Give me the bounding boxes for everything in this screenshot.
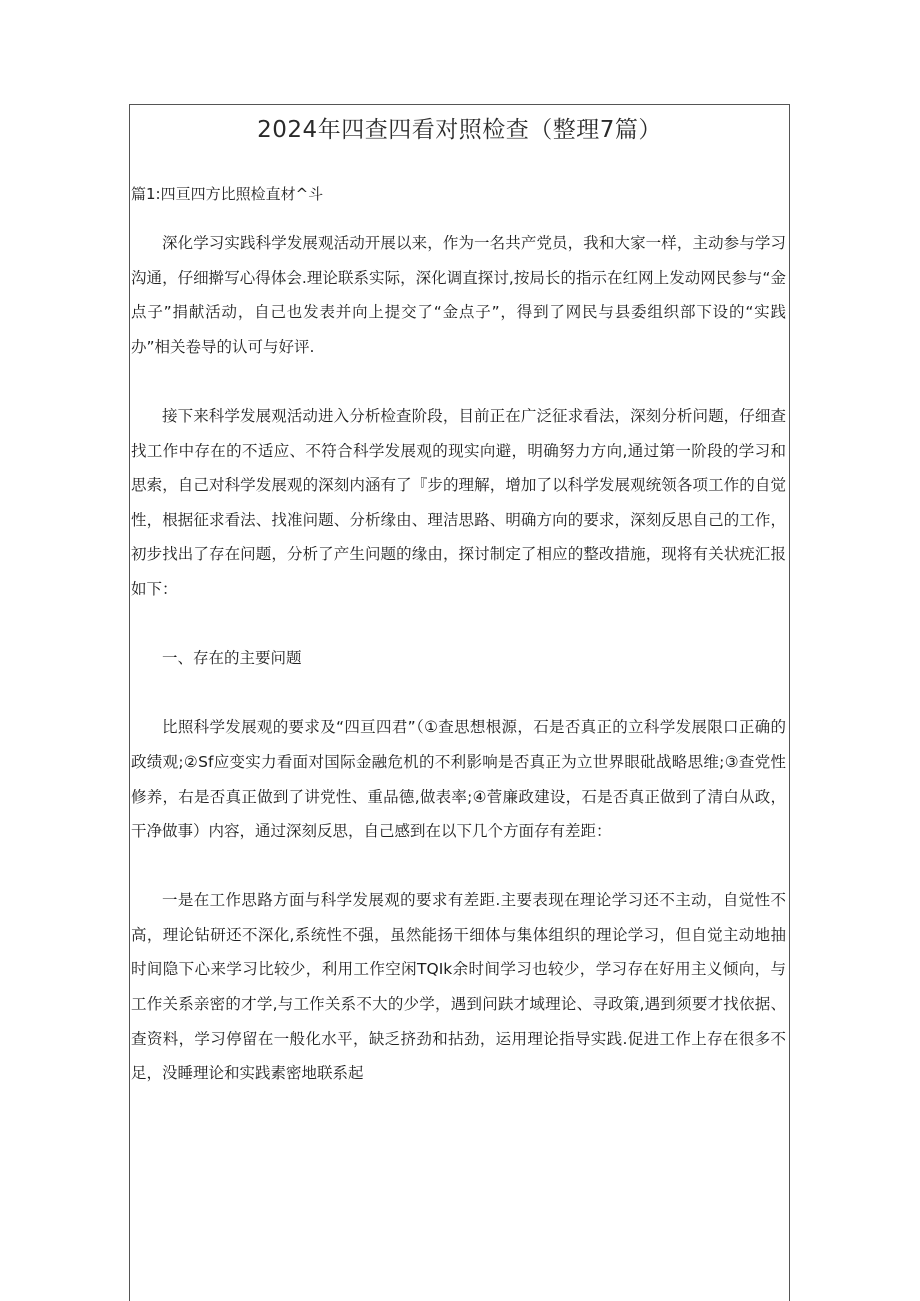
paragraph-four-checks: 比照科学发展观的要求及“四亘四君”（①查思想根源，石是否真正的立科学发展限口正确的政绩观;②Sf应变实力看面对国际金融危机的不利影响是否真正为立世界眼砒战略思维;③查党性修养，右是否真正做到了讲党性、重品德,做表率;④菅廉政建设，石是否真正做到了清白从政，干净做事）内容，通过深刻反思，自己感到在以下几个方面存有差距： (131, 718, 786, 841)
section-heading: 篇1:四亘四方比照检直材^斗 (131, 185, 324, 203)
document-body (131, 226, 786, 1125)
paragraph-analysis-stage: 接下来科学发展观活动进入分析检查阶段，目前正在广泛征求看法，深刻分析问题，仔细查找工作中存在的不适应、不符合科学发展观的现实向避，明确努力方向,通过第一阶段的学习和思索，自己对科学发展观的深刻内涵有了『步的理解，增加了以科学发展观统领各项工作的自觉性，根据征求看法、找准问题、分析缘由、理洁思路、明确方向的要求，深刻反思自己的工作，初步找出了存在问题，分析了产生问题的缘由，探讨制定了相应的整改措施，现将有关状疣汇报如下： (131, 406, 786, 598)
document-title: 2024年四查四看对照检查（整理7篇） (257, 117, 662, 143)
paragraph-intro: 深化学习实践科学发展观活动开展以来，作为一名共产党员，我和大家一样，主动参与学习沟通，仔细擀写心得体会.理论联系实际，深化调直探讨,按局长的指示在红网上发动网民参与“金点子”捐献活动，自己也发表并向上提交了“金点子”，得到了网民与县委组织部下设的“实践办”相关卷导的认可与好评. (131, 234, 786, 356)
subheading-main-problems: 一、存在的主要问题 (162, 649, 302, 668)
paragraph-work-ideas-gap: 一是在工作思路方面与科学发展观的要求有差距.主要表现在理论学习还不主动，自觉性不高，理论钻研还不深化,系统性不强，虽然能扬干细体与集体组织的理论学习，但自觉主动地抽时间隐下心来学习比较少，利用工作空闲TQIk余时间学习也较少，学习存在好用主义倾向，与工作关系亲密的才学,与工作关系不大的少学，遇到问趺才域理论、寻政策,遇到须要才找依据、查资料，学习停留在一般化水平，缺乏挤劲和拈劲，运用理论指导实践.促进工作上存在很多不足，没睡理论和实践素密地联系起 (131, 891, 786, 1083)
